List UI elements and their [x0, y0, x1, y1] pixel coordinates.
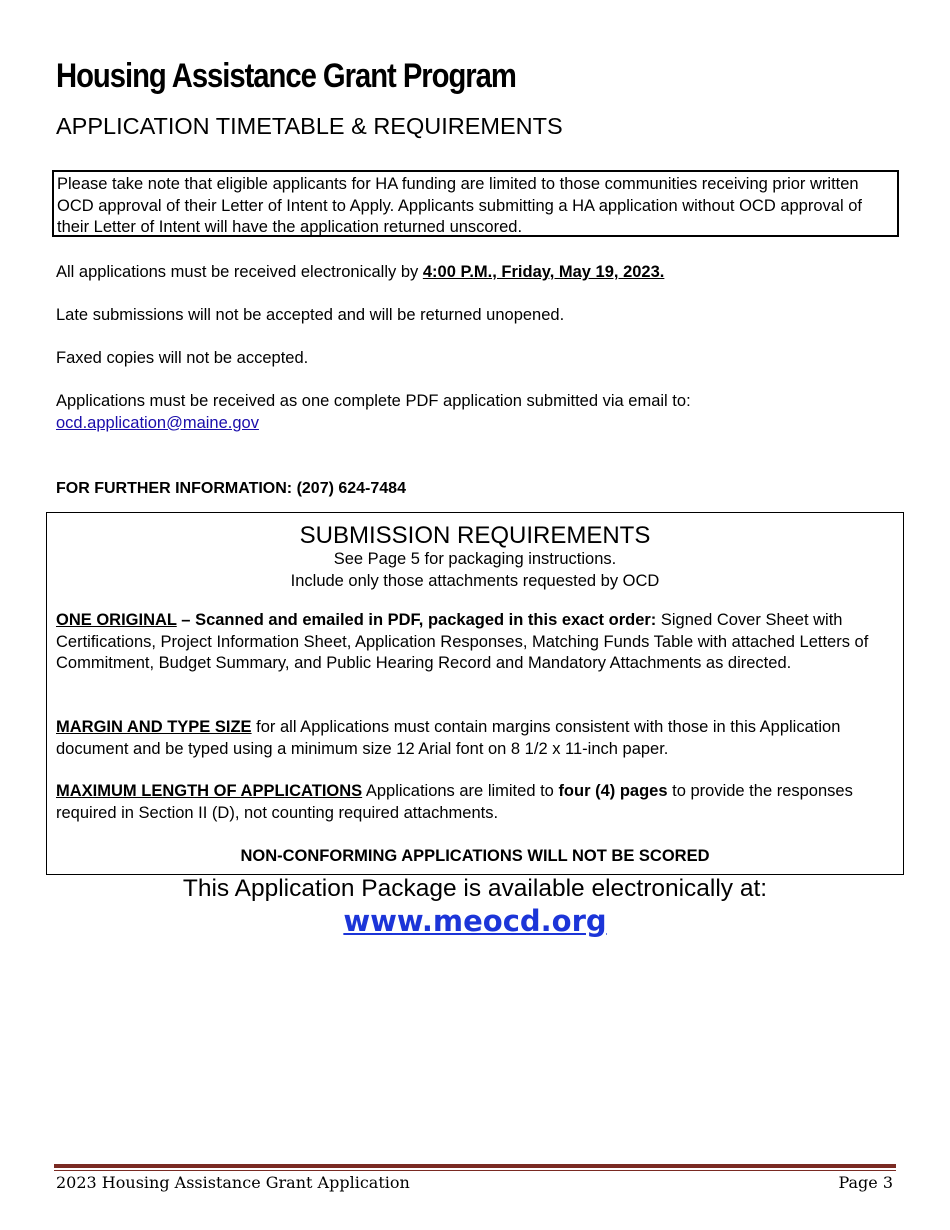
one-original-text: Signed Cover Sheet with Certifications, Project Information Sheet, Application Responses, Matching Funds Table with attached Letters of Commitment, Budget Summary, and Public Hearing Record and Mandatory Attachments as directed.: [56, 611, 869, 672]
availability-text: This Application Package is available electronically at:: [182, 875, 768, 902]
email-link[interactable]: ocd.application@maine.gov: [56, 413, 259, 432]
pdf-instructions-paragraph: [56, 391, 691, 434]
deadline-paragraph: [56, 262, 664, 284]
one-original-bold: – Scanned and emailed in PDF, packaged in this exact order:: [176, 611, 657, 629]
deadline-date: 4:00 P.M., Friday, May 19, 2023.: [422, 263, 665, 281]
footer-document-title: 2023 Housing Assistance Grant Application: [56, 1173, 410, 1192]
one-original-paragraph: [56, 610, 896, 675]
max-length-label: MAXIMUM LENGTH OF APPLICATIONS: [56, 782, 363, 800]
margin-type-paragraph: [56, 717, 896, 760]
eligibility-notice-text: Please take note that eligible applicants for HA funding are limited to those communities receiving prior written OCD approval of their Letter of Intent to Apply. Applicants submitting a HA application without OCD approval of their Letter of Intent will have the application returned unscored.: [57, 175, 862, 236]
website-link[interactable]: www.meocd.org: [343, 904, 607, 938]
faxed-copies-paragraph: Faxed copies will not be accepted.: [56, 349, 309, 367]
max-length-text-2: to provide the responses required in Section II (D), not counting required attachments.: [56, 782, 853, 822]
late-submissions-paragraph: Late submissions will not be accepted and will be returned unopened.: [56, 306, 565, 324]
page-title: Housing Assistance Grant Program: [56, 57, 516, 95]
max-length-paragraph: [56, 781, 896, 824]
margin-type-label: MARGIN AND TYPE SIZE: [56, 718, 252, 736]
packaging-note: See Page 5 for packaging instructions.: [333, 550, 617, 568]
max-length-text-1: Applications are limited to: [362, 782, 559, 800]
further-information: FOR FURTHER INFORMATION: (207) 624-7484: [56, 480, 406, 497]
footer-rule-thin: [54, 1170, 896, 1171]
margin-type-text: for all Applications must contain margins consistent with those in this Application document and be typed using a minimum size 12 Arial font on 8 1/2 x 11-inch paper.: [56, 718, 841, 758]
footer-page-number: Page 3: [838, 1173, 893, 1192]
eligibility-notice-box: [52, 170, 899, 237]
requirements-title: SUBMISSION REQUIREMENTS: [299, 522, 651, 549]
pdf-instructions-text: Applications must be received as one complete PDF application submitted via email to:: [56, 392, 691, 410]
deadline-prefix: All applications must be received electronically by: [56, 263, 423, 281]
one-original-label: ONE ORIGINAL: [56, 611, 177, 629]
max-length-pages: four (4) pages: [558, 782, 668, 800]
page-subtitle: APPLICATION TIMETABLE & REQUIREMENTS: [56, 113, 563, 139]
footer-rule: [54, 1164, 896, 1168]
attachments-note: Include only those attachments requested by OCD: [290, 572, 660, 590]
non-conforming-warning: NON-CONFORMING APPLICATIONS WILL NOT BE SCORED: [240, 847, 710, 865]
submission-requirements-box: [46, 512, 904, 875]
